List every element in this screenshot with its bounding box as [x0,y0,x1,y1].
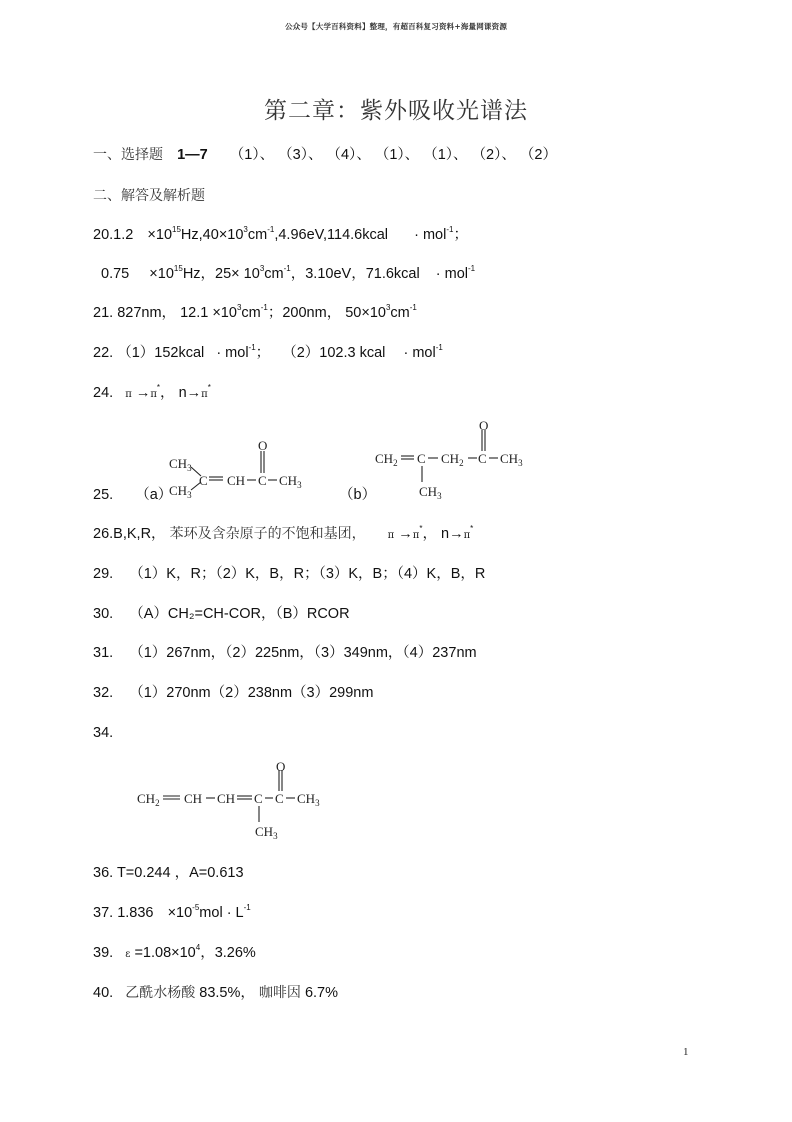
svg-text:CH3: $CH_3$ [419,484,442,500]
q21-text: 50×10 [345,305,386,321]
q22-text: （1）152kcal [117,345,205,361]
q24-text: ， [160,385,175,401]
q25-label-b: （b） [339,487,377,503]
section1-label: 一、选择题 [93,147,163,163]
q20-text: 10 [243,266,260,282]
superscript: 3 [259,264,265,273]
pi-symbol: π [412,530,420,541]
q24-line [93,384,211,404]
superscript: 3 [236,303,242,312]
answer-2: （3） [278,147,308,163]
svg-text:CH2: $CH_2$ [441,451,464,468]
q20-text: ； [453,227,468,243]
q26-text: B,K,R， [113,526,166,542]
superscript: 4 [195,943,201,952]
q25-label-b-line [339,486,376,504]
superscript: 3 [243,225,248,234]
q25-num: 25. [93,487,114,503]
pi-symbol: π [150,389,157,400]
q32-num: 32. [93,685,114,701]
q21-text: 827nm， [117,305,177,321]
svg-text:CH3: $CH_3$ [169,483,192,500]
separator: 、 [307,147,323,163]
superscript: -1 [435,343,443,352]
q26-text: n [440,526,450,542]
q20-value: 1.2 [113,227,134,243]
q39-text: ，3.26% [200,945,256,961]
q20-text: ，3.10eV，71.6kcal [290,266,420,282]
q22-text: · mol [216,345,249,361]
q20-text: Hz，25× [182,266,240,282]
q36-line [93,864,244,882]
answer-5: （1） [423,147,454,163]
q20-text: ×10 [149,266,174,282]
svg-text:CH3: $CH_3$ [297,791,320,808]
q40-text: 乙酰水杨酸 [125,985,196,1001]
svg-text:C: C [258,473,267,488]
q31-text: （1）267nm，（2）225nm，（3）349nm，（4）237nm [129,645,477,661]
arrow-icon: → [135,385,151,401]
q29-text: （1）K，R；（2）K，B，R；（3）K，B；（4）K，B，R [129,566,486,582]
q20-text: · mol [435,266,468,282]
superscript: -1 [468,264,476,273]
section1-line [93,146,557,164]
answer-7: （2） [519,147,557,163]
q20-text: · mol [414,227,447,243]
separator: 、 [501,147,516,163]
q32-line [93,684,373,702]
q24-num: 24. [93,385,114,401]
svg-text:CH2: $CH_2$ [137,791,160,808]
chem-structure-34 [136,760,336,847]
separator: 、 [453,147,468,163]
separator: 、 [259,147,275,163]
header-note: 公众号【大学百科资料】整理，有超百科复习资料+海量网课资源 [284,22,508,31]
svg-text:O: O [479,418,489,433]
superscript: 15 [173,264,183,273]
svg-text:CH2: $CH_2$ [375,451,398,468]
svg-text:O: O [276,760,286,774]
q37-text: 1.836 [117,905,154,921]
svg-text:CH: CH [227,473,246,488]
section2-line [93,187,205,205]
q36-num: 36. [93,865,114,881]
q20-line1 [93,226,468,244]
q30-text: （A）CH₂=CH-COR，（B）RCOR [129,606,350,622]
svg-text:C: C [478,451,487,466]
chem-structure-b [374,418,534,505]
q29-num: 29. [93,566,114,582]
q20-text: cm [264,266,284,282]
q20-line2 [101,265,475,283]
q22-text: （2）102.3 kcal [282,345,386,361]
q39-text: =1.08×10 [134,945,196,961]
q39-num: 39. [93,945,114,961]
section2-label: 二、解答及解析题 [93,188,205,204]
page-title: 第二章：紫外吸收光谱法 [264,98,528,124]
answer-3: （4） [326,147,357,163]
superscript: -5 [192,903,200,912]
superscript: * [156,383,161,392]
arrow-icon: → [449,526,464,542]
q31-line [93,644,477,662]
svg-text:CH3: $CH_3$ [500,451,523,468]
svg-text:CH3: $CH_3$ [279,473,302,490]
separator: 、 [356,147,371,163]
svg-text:C: C [417,451,426,466]
q26-num: 26. [93,526,114,542]
q21-text: cm [390,305,410,321]
superscript: -1 [283,264,291,273]
epsilon-symbol: ε [125,949,131,960]
separator: 、 [404,147,420,163]
superscript: -1 [267,225,275,234]
q20-value: 0.75 [101,266,130,282]
q22-num: 22. [93,345,114,361]
section1-range: 1—7 [177,147,208,163]
q22-text: · mol [403,345,436,361]
q20-text: ×10 [218,227,244,243]
q31-num: 31. [93,645,114,661]
svg-text:CH3: $CH_3$ [255,824,278,841]
superscript: -1 [260,303,268,312]
svg-text:O: O [258,440,268,453]
svg-text:CH: CH [217,791,236,806]
q26-text: 苯环及含杂原子的不饱和基团， [169,526,366,542]
q20-text: ,4.96eV,114.6kcal [274,227,389,243]
q22-line [93,344,443,362]
q21-line [93,304,417,322]
svg-text:C: C [254,791,263,806]
answer-4: （1） [374,147,405,163]
q39-line [93,944,256,964]
q22-text: ； [255,345,271,361]
arrow-icon: → [186,385,202,401]
q40-num: 40. [93,985,114,1001]
q40-line [93,984,338,1002]
q26-text: ， [422,526,437,542]
svg-text:C: C [275,791,284,806]
pi-symbol: π [201,389,208,400]
q24-text: n [178,385,187,401]
q30-num: 30. [93,606,114,622]
q40-text: 83.5%， [199,985,255,1001]
q37-text: ×10 [167,905,193,921]
pi-symbol: π [387,530,395,541]
q36-text: T=0.244 ，A=0.613 [116,865,244,881]
superscript: * [419,524,423,533]
answer-1: （1） [229,147,260,163]
q21-num: 21. [93,305,114,321]
arrow-icon: → [398,526,413,542]
svg-text:CH3: $CH_3$ [169,456,192,473]
q26-line [93,525,473,545]
superscript: * [207,383,211,392]
superscript: 3 [385,303,391,312]
q30-line [93,605,350,623]
superscript: -1 [243,903,251,912]
pi-symbol: π [463,530,471,541]
q20-text: cm [247,227,268,243]
page-number: 1 [683,1046,689,1058]
pi-symbol: π [125,389,132,400]
q21-text: 12.1 ×10 [180,305,237,321]
q37-line [93,904,251,922]
superscript: -1 [409,303,417,312]
q25-label-a: （a） [135,487,173,503]
q34-num: 34. [93,725,114,741]
answer-6: （2） [471,147,502,163]
superscript: * [470,524,474,533]
q20-text: Hz,40 [180,227,219,243]
q37-num: 37. [93,905,114,921]
q21-text: cm [241,305,261,321]
q40-text: 6.7% [304,985,339,1001]
q25-line [93,486,172,504]
q34-line [93,724,113,742]
superscript: -1 [248,343,256,352]
q20-text: ×10 [147,227,173,243]
chem-structure-a [165,440,315,507]
superscript: -1 [446,225,454,234]
q40-text: 咖啡因 [258,985,301,1001]
q32-text: （1）270nm（2）238nm（3）299nm [129,685,374,701]
svg-text:CH: CH [184,791,203,806]
superscript: 15 [172,225,181,234]
q21-text: ；200nm， [267,305,342,321]
q20-num: 20. [93,227,114,243]
q29-line [93,565,485,583]
q37-text: mol · L [199,905,244,921]
svg-text:C: C [199,473,208,488]
